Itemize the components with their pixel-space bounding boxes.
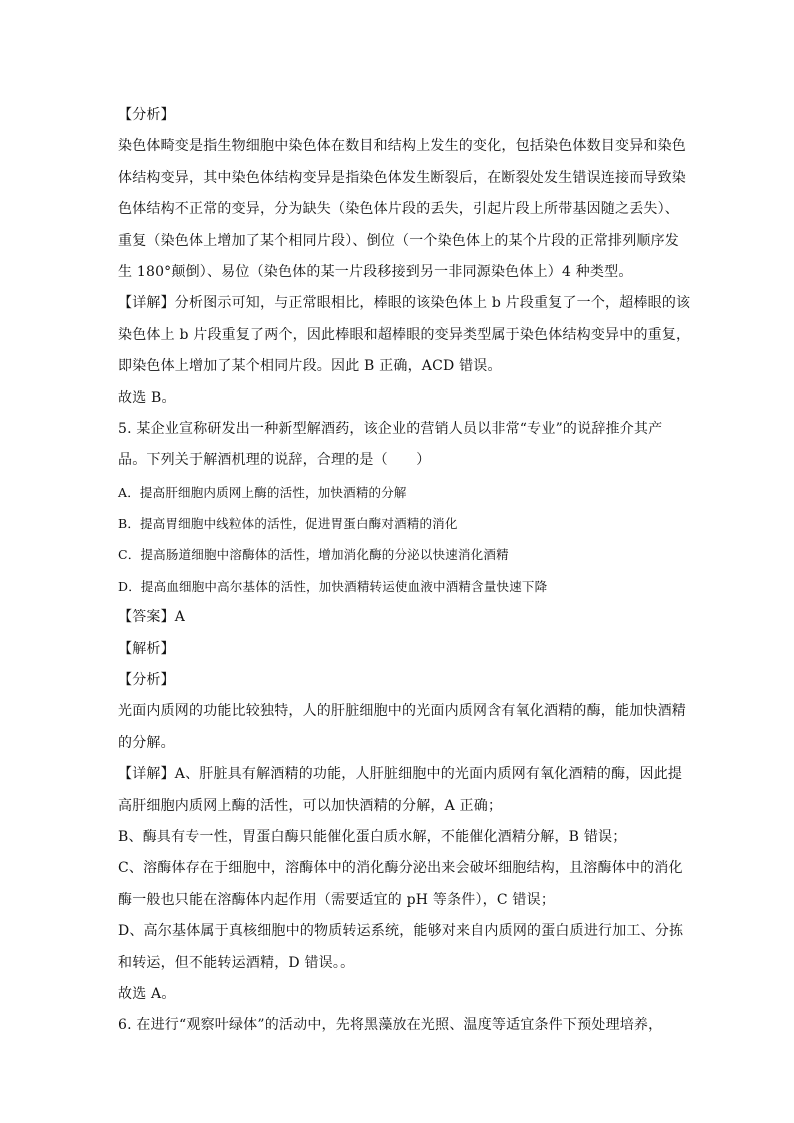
detail-line: 高肝细胞内质网上酶的活性，可以加快酒精的分解，A 正确； <box>118 797 503 814</box>
analysis-line: 体结构变异，其中染色体结构变异是指染色体发生断裂后，在断裂处发生错误连接而导致染 <box>118 169 686 186</box>
detail-line: 和转运，但不能转运酒精，D 错误。。 <box>118 954 355 971</box>
question-6-stem: 6. 在进行“观察叶绿体”的活动中，先将黑藻放在光照、温度等适宜条件下预处理培养， <box>118 1017 663 1034</box>
analysis-line: 光面内质网的功能比较独特，人的肝脏细胞中的光面内质网含有氧化酒精的酶，能加快酒精 <box>118 703 686 720</box>
document-page <box>118 100 691 1042</box>
analysis-heading: 【分析】 <box>118 107 175 123</box>
detail-line: 酶一般也只能在溶酶体内起作用（需要适宜的 pH 等条件），C 错误； <box>118 891 556 908</box>
analysis-heading: 【分析】 <box>118 672 175 689</box>
analysis-line: 染色体畸变是指生物细胞中染色体在数目和结构上发生的变化，包括染色体数目变异和染色 <box>118 138 686 155</box>
question-5-stem: 品。下列关于解酒机理的说辞，合理的是（ ） <box>118 452 431 469</box>
answer-line: 【答案】A <box>118 609 186 626</box>
analysis-line: 的分解。 <box>118 734 175 751</box>
option-b: B．提高胃细胞中线粒体的活性，促进胃蛋白酶对酒精的消化 <box>118 516 458 532</box>
detail-line: D、高尔基体属于真核细胞中的物质转运系统，能够对来自内质网的蛋白质进行加工、分拣 <box>118 923 684 940</box>
choice-line: 故选 B。 <box>118 389 176 406</box>
option-c: C．提高肠道细胞中溶酶体的活性，增加消化酶的分泌以快速消化酒精 <box>118 547 509 563</box>
analysis-line: 色体结构不正常的变异，分为缺失（染色体片段的丢失，引起片段上所带基因随之丢失）、 <box>118 201 679 218</box>
detail-line: 染色体上 b 片段重复了两个，因此棒眼和超棒眼的变异类型属于染色体结构变异中的重复， <box>118 326 691 343</box>
choice-line: 故选 A。 <box>118 985 176 1002</box>
analysis-line: 重复（染色体上增加了某个相同片段）、倒位（一个染色体上的某个片段的正常排列顺序发 <box>118 232 679 249</box>
detail-line: B、酶具有专一性，胃蛋白酶只能催化蛋白质水解，不能催化酒精分解，B 错误； <box>118 828 627 845</box>
detail-line: C、溶酶体存在于细胞中，溶酶体中的消化酶分泌出来会破坏细胞结构，且溶酶体中的消化 <box>118 860 683 877</box>
detail-line: 【详解】分析图示可知，与正常眼相比，棒眼的该染色体上 b 片段重复了一个，超棒眼的该 <box>118 295 691 312</box>
option-a: A．提高肝细胞内质网上酶的活性，加快酒精的分解 <box>118 484 407 500</box>
detail-line: 【详解】A、肝脏具有解酒精的功能，人肝脏细胞中的光面内质网有氧化酒精的酶，因此提 <box>118 766 683 783</box>
analysis-line: 生 180°颠倒）、易位（染色体的某一片段移接到另一非同源染色体上）4 种类型。 <box>118 263 633 280</box>
explain-heading: 【解析】 <box>118 640 175 657</box>
detail-line: 即染色体上增加了某个相同片段。因此 B 正确，ACD 错误。 <box>118 358 502 375</box>
question-5-stem: 5. 某企业宣称研发出一种新型解酒药，该企业的营销人员以非常“专业”的说辞推介其产 <box>118 420 663 437</box>
option-d: D．提高血细胞中高尔基体的活性，加快酒精转运使血液中酒精含量快速下降 <box>118 578 548 594</box>
